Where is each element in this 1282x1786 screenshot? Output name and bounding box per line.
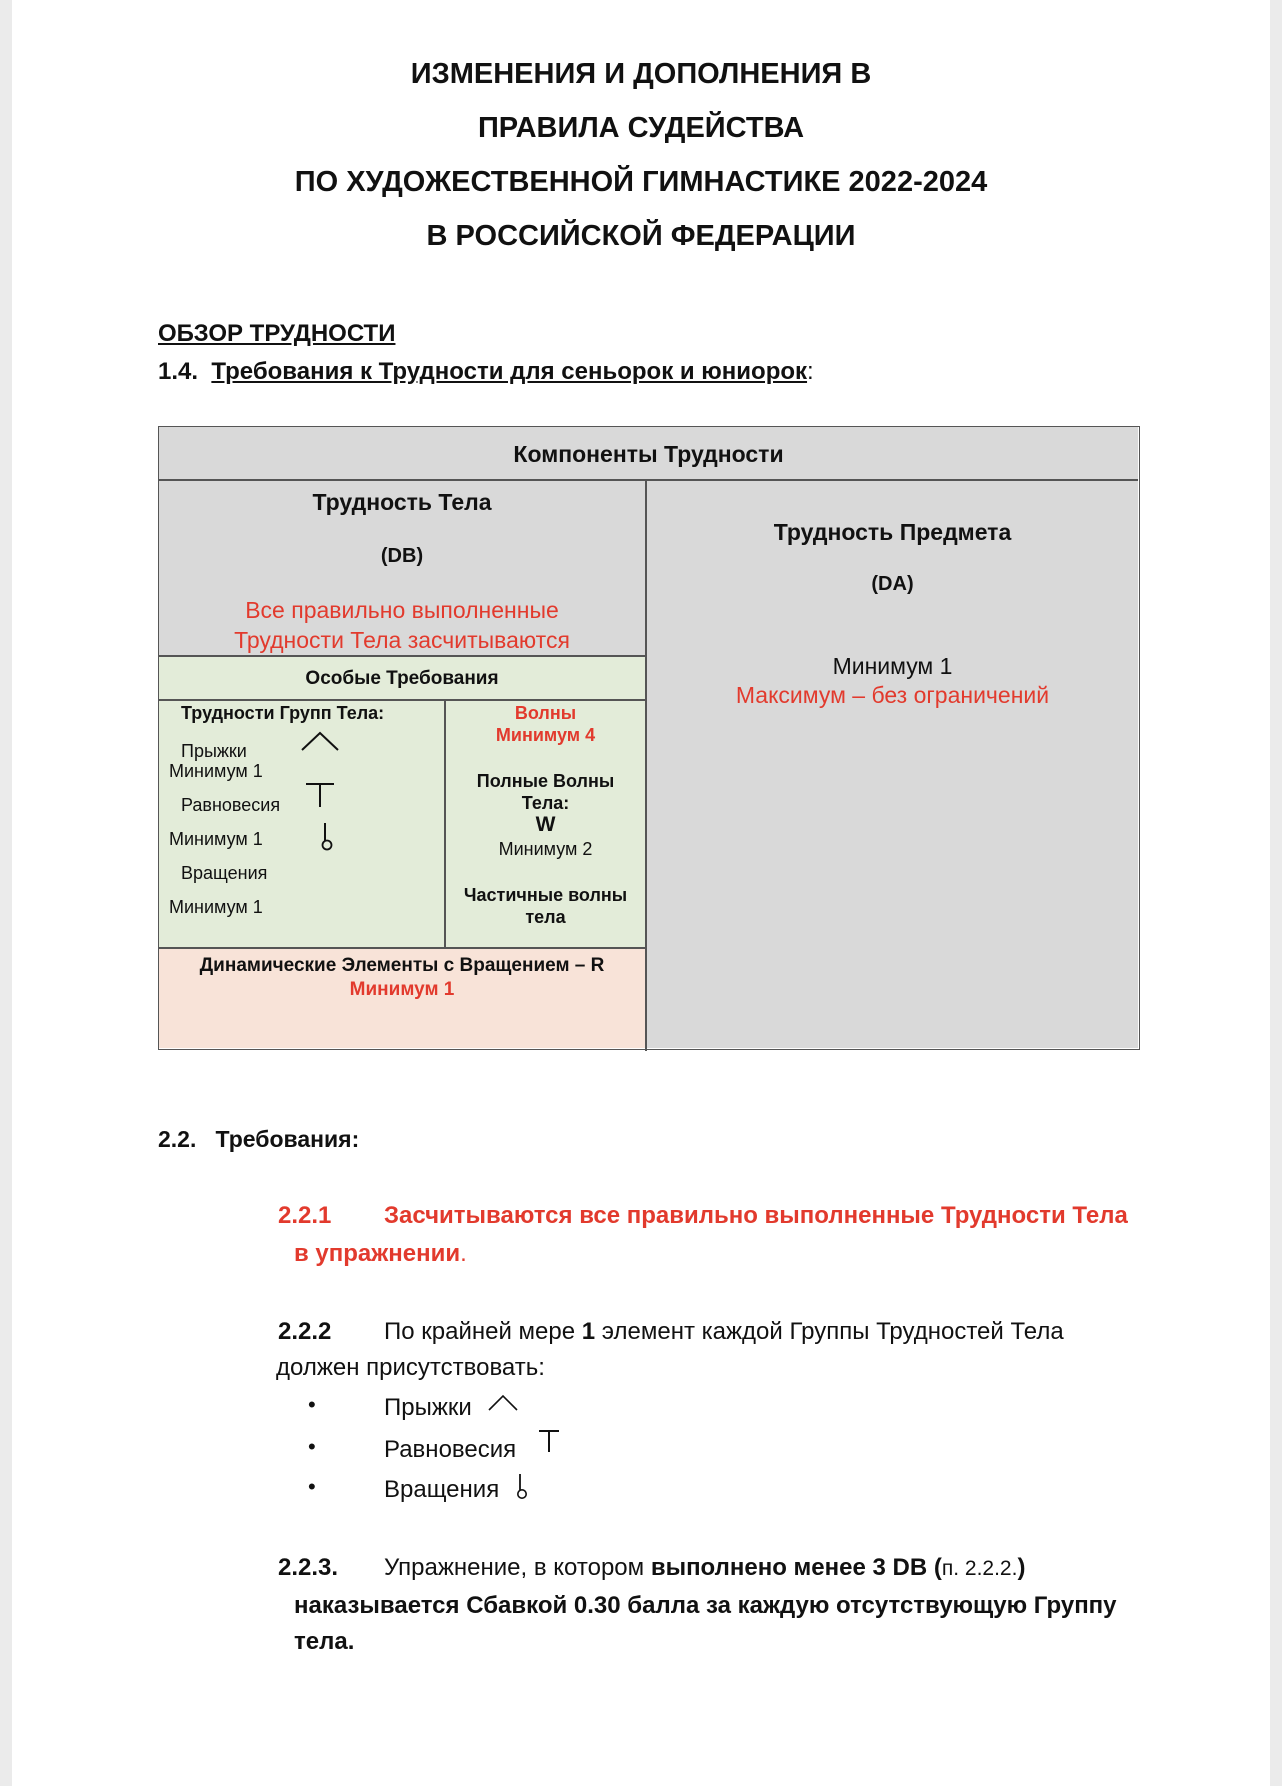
title-line-3: ПО ХУДОЖЕСТВЕННОЙ ГИМНАСТИКЕ 2022-2024: [294, 166, 988, 198]
db-title: Трудность Тела: [312, 489, 492, 515]
partial-waves-line1: Частичные волны: [463, 885, 628, 905]
req-2-2-3-line3: тела.: [294, 1628, 355, 1655]
balances-min: Минимум 1: [169, 829, 263, 849]
document-page: [12, 0, 1270, 1786]
requirements-title: Требования:: [215, 1126, 360, 1152]
groups-title: Трудности Групп Тела:: [181, 703, 385, 723]
bullet-jumps: Прыжки: [384, 1394, 472, 1421]
table-header: Компоненты Трудности: [513, 441, 784, 467]
special-header-cell: [159, 657, 645, 699]
da-cell: [647, 481, 1138, 1048]
db-note-line1: Все правильно выполненные: [245, 597, 559, 623]
partial-waves-line2: тела: [525, 907, 566, 927]
da-code: (DA): [871, 573, 914, 595]
jumps-label: Прыжки: [181, 741, 247, 761]
bullet-balances: Равновесия: [384, 1436, 517, 1463]
req-2-2-3-line1: [384, 1554, 1025, 1582]
balances-label: Равновесия: [181, 795, 281, 815]
section-1-4: [158, 358, 814, 386]
full-waves-symbol: W: [535, 813, 556, 836]
req-2-2-1-line2-wrap: [294, 1240, 467, 1268]
jumps-min: Минимум 1: [169, 761, 263, 781]
req-2-2-3-bold-b: ): [1017, 1554, 1026, 1581]
requirements-number: 2.2.: [158, 1126, 197, 1152]
requirements-heading: [158, 1126, 359, 1153]
rotation-icon: [514, 1472, 530, 1500]
section-number: 1.4.: [158, 358, 199, 385]
req-2-2-2-bold: 1: [581, 1318, 596, 1345]
dynamic-min: Минимум 1: [349, 979, 455, 1000]
title-line-4: В РОССИЙСКОЙ ФЕДЕРАЦИИ: [426, 220, 856, 252]
table-header-cell: [159, 427, 1138, 479]
req-2-2-3-text-a: Упражнение, в котором: [384, 1554, 651, 1581]
dynamic-cell: [159, 949, 645, 1048]
db-cell: [159, 481, 645, 655]
db-note-line2: Трудности Тела засчитываются: [234, 627, 570, 653]
title-line-1: ИЗМЕНЕНИЯ И ДОПОЛНЕНИЯ В: [410, 58, 872, 90]
full-waves-line2: Тела:: [521, 793, 570, 813]
req-2-2-2-text-a: По крайней мере: [384, 1318, 582, 1345]
jump-icon: [486, 1392, 520, 1412]
section-colon: :: [807, 358, 814, 385]
waves-label: Волны: [514, 703, 577, 723]
title-line-2: ПРАВИЛА СУДЕЙСТВА: [477, 112, 805, 144]
full-waves-min: Минимум 2: [498, 839, 593, 859]
rotations-label: Вращения: [181, 863, 268, 883]
waves-min: Минимум 4: [495, 725, 596, 745]
req-2-2-1-line2: в упражнении: [294, 1240, 461, 1267]
dynamic-label: Динамические Элементы с Вращением – R: [199, 955, 605, 976]
full-waves-line1: Полные Волны: [476, 771, 615, 791]
req-2-2-2-line1: [384, 1318, 1064, 1346]
da-title: Трудность Предмета: [773, 519, 1012, 545]
req-2-2-3-number: 2.2.3.: [278, 1554, 339, 1581]
overview-heading: ОБЗОР ТРУДНОСТИ: [158, 320, 396, 347]
bullet-rotations: Вращения: [384, 1476, 500, 1503]
waves-cell: [446, 701, 645, 947]
special-header: Особые Требования: [305, 668, 499, 689]
req-2-2-2-text-b: элемент каждой Группы Трудностей Тела: [595, 1318, 1064, 1345]
bullet-dot: •: [308, 1392, 316, 1417]
req-2-2-2-number: 2.2.2: [278, 1318, 332, 1345]
balance-icon: [303, 781, 337, 809]
req-2-2-3-bold-a: выполнено менее 3 DB (: [650, 1554, 942, 1581]
bullet-dot: •: [308, 1434, 316, 1459]
section-title: Требования к Трудности для сеньорок и юниорок: [211, 358, 808, 385]
balance-icon: [536, 1428, 562, 1454]
da-max: Максимум – без ограничений: [735, 682, 1050, 708]
req-2-2-1-dot: .: [460, 1240, 467, 1267]
req-2-2-1-number: 2.2.1: [278, 1202, 332, 1229]
req-2-2-1-line1: Засчитываются все правильно выполненные Трудности Тела: [384, 1202, 1128, 1229]
jump-icon: [299, 729, 341, 753]
rotation-icon: [319, 821, 335, 851]
rotations-min: Минимум 1: [169, 897, 263, 917]
req-2-2-3-line2: наказывается Сбавкой 0.30 балла за каждую отсутствующую Группу: [294, 1592, 1117, 1619]
req-2-2-3-ref: п. 2.2.2.: [941, 1557, 1018, 1580]
da-min: Минимум 1: [832, 653, 953, 679]
req-2-2-2-line2: должен присутствовать:: [276, 1354, 545, 1381]
groups-cell: [159, 701, 444, 947]
db-code: (DB): [380, 545, 424, 567]
difficulty-table: [158, 426, 1140, 1050]
bullet-dot: •: [308, 1474, 316, 1499]
